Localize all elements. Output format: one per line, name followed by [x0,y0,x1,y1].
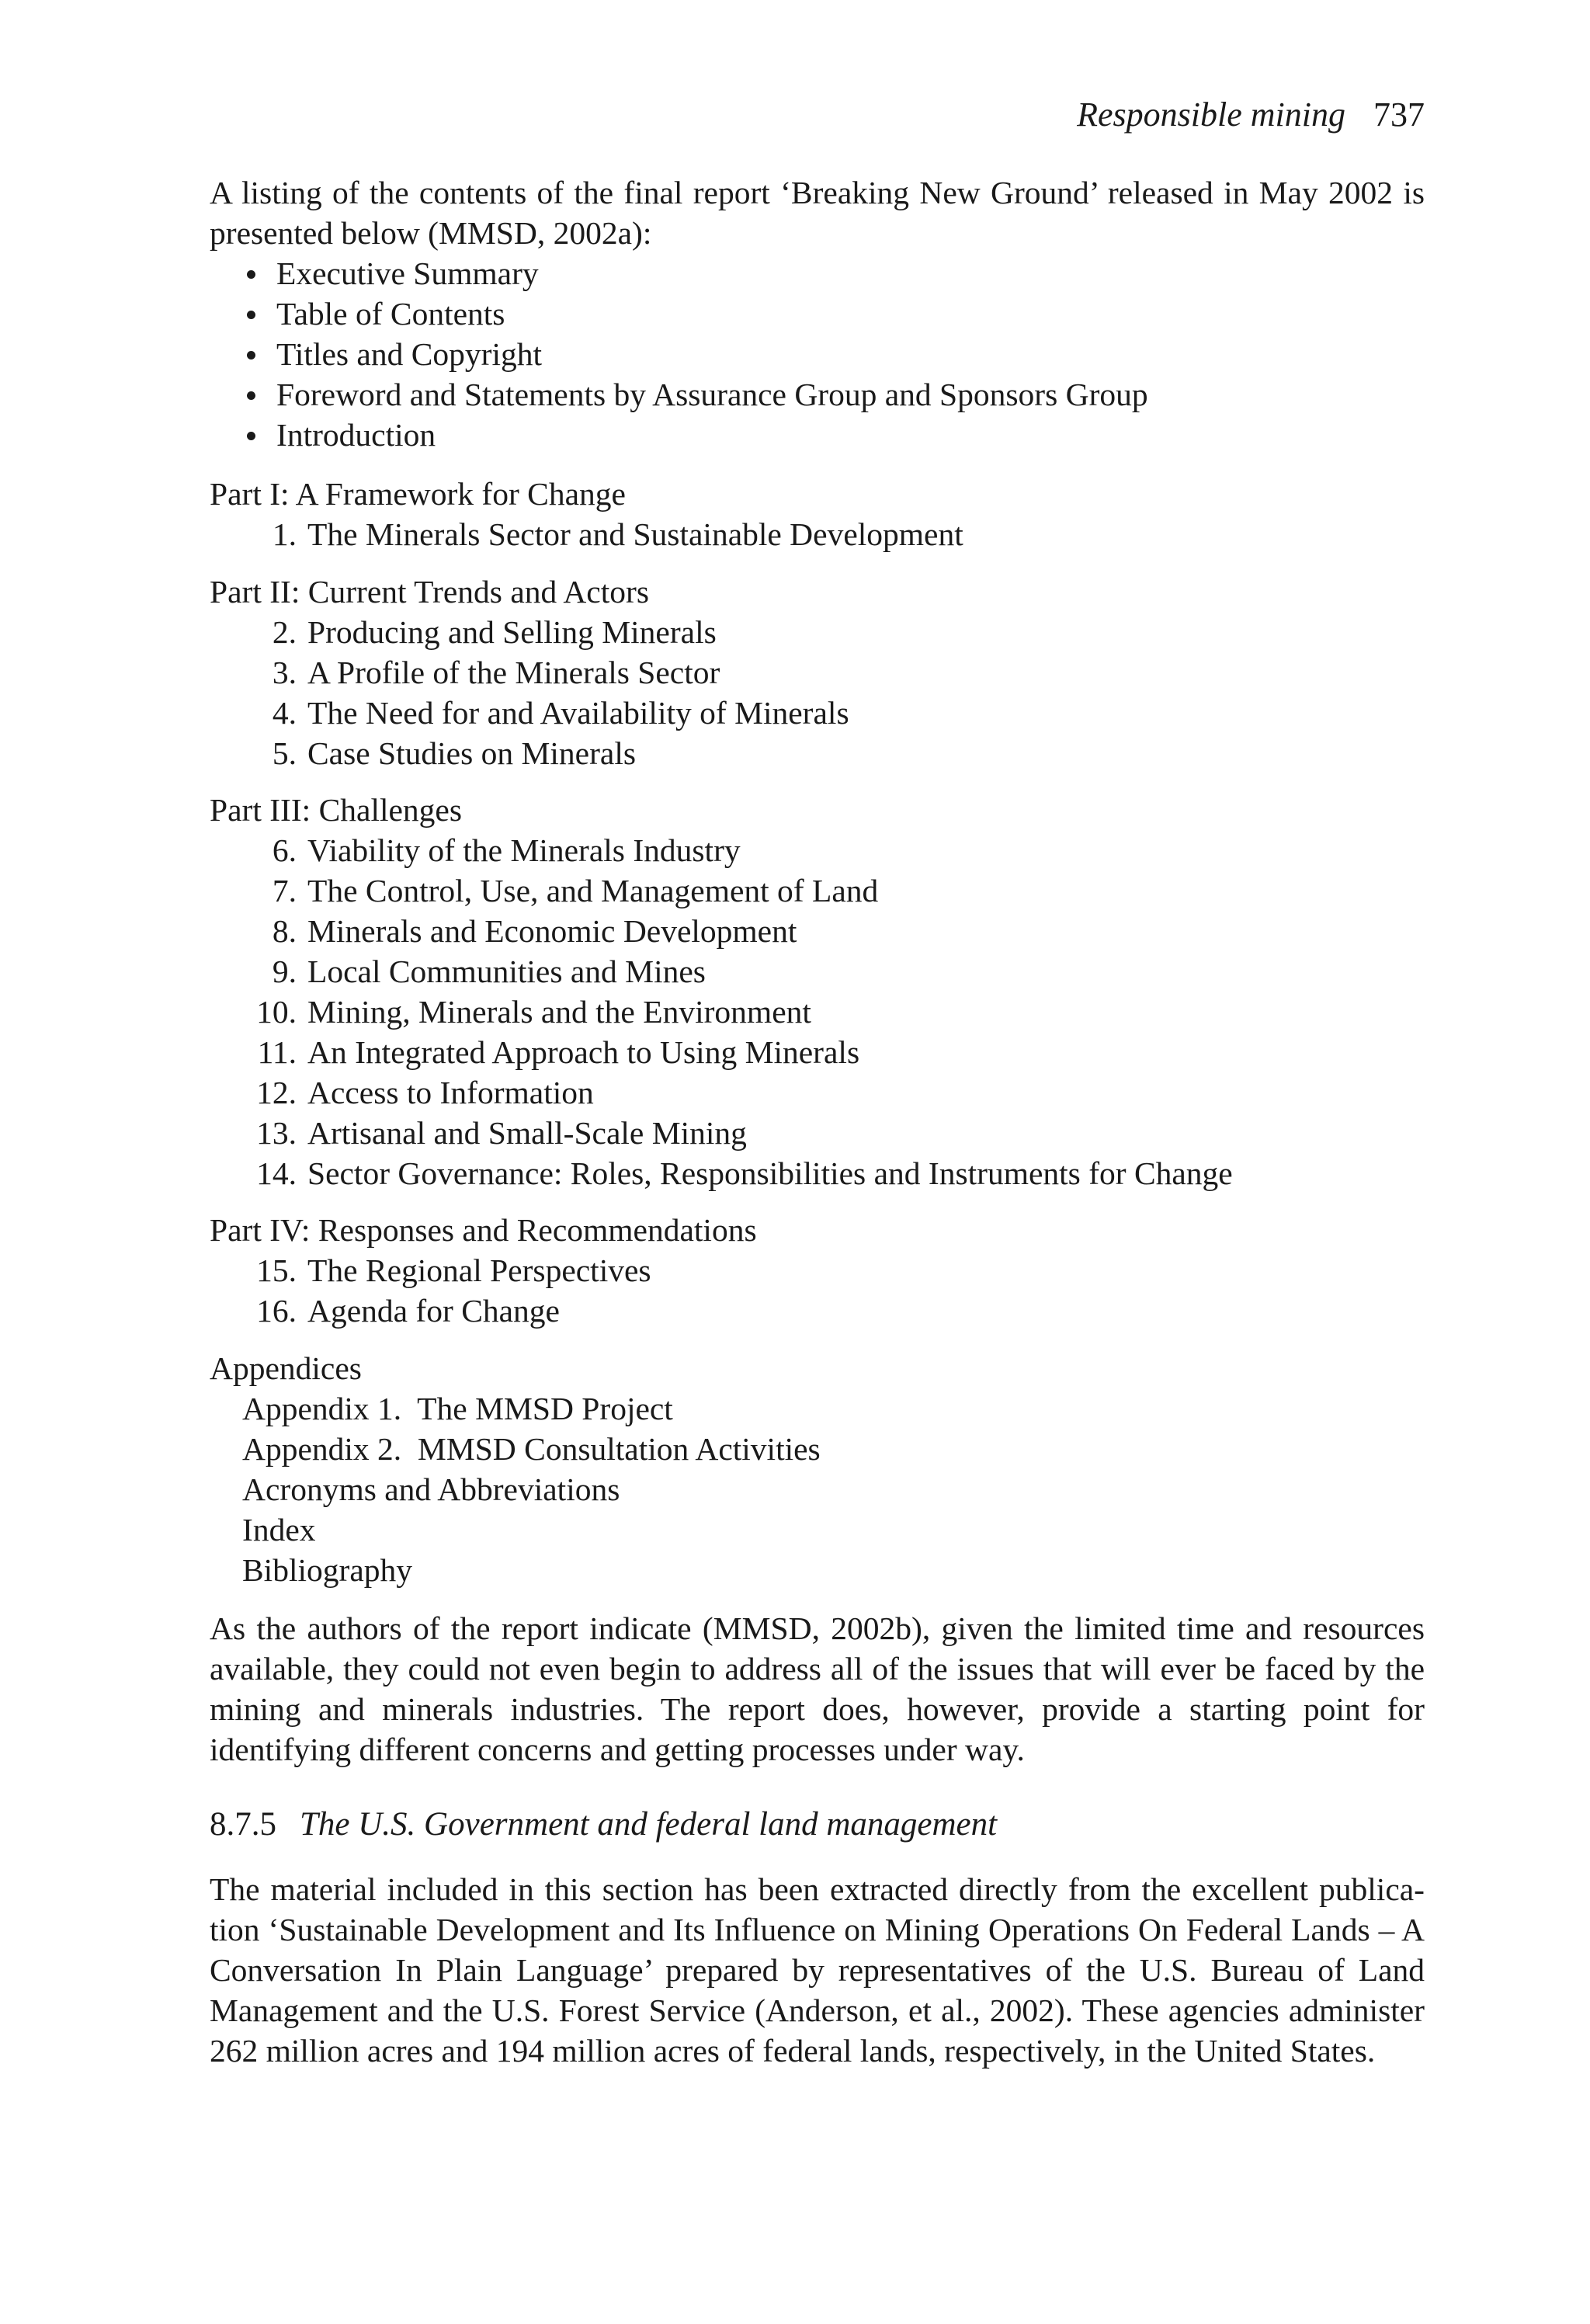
appendix-line: Appendix 1. The MMSD Project [242,1391,673,1426]
part-title: Part IV: Responses and Recommendations [210,1212,757,1248]
list-item: Executive Summary [241,253,1148,294]
part-title: Part I: A Framework for Change [210,476,626,512]
toc-item: 7. The Control, Use, and Management of Land [272,873,879,908]
closing-paragraph: As the authors of the report indicate (MMSD, 2002b), given the limited time and resources available, they could not even begin to address all of the issues that will ever be faced by the mining and minerals industries. The report does, however, provide a starting point for identifying different concerns and getting processes under way. [210,1610,1425,1767]
toc-item: 12. Access to Information [256,1075,594,1110]
toc-item: 10. Mining, Minerals and the Environment [256,994,811,1030]
appendix-line: Index [242,1512,316,1548]
toc-item: 3. A Profile of the Minerals Sector [272,655,720,690]
toc-item: 11. An Integrated Approach to Using Minerals [257,1034,860,1070]
appendix-line: Acronyms and Abbreviations [242,1471,620,1507]
front-matter-list [241,253,1148,455]
running-title: Responsible mining [1077,96,1345,134]
part-1 [210,474,963,554]
toc-item: 13. Artisanal and Small-Scale Mining [256,1115,747,1151]
toc-item: 5. Case Studies on Minerals [272,735,637,771]
toc-item: 1. The Minerals Sector and Sustainable Development [272,516,963,552]
intro-paragraph: A listing of the contents of the final report ‘Breaking New Ground’ released in May 2002 is presented below (MMSD, 2002a): [210,175,1425,251]
toc-item: 16. Agenda for Change [256,1293,560,1329]
appendices [210,1348,821,1590]
running-header [1077,92,1425,138]
section-number: 8.7.5 [210,1806,276,1843]
toc-item: 2. Producing and Selling Minerals [272,614,717,650]
toc-item: 14. Sector Governance: Roles, Responsibilities and Instruments for Change [256,1155,1233,1191]
appendix-line: Appendix 2. MMSD Consultation Activities [242,1431,821,1467]
toc-item: 6. Viability of the Minerals Industry [272,832,741,868]
part-3 [210,790,1233,1193]
appendix-line: Bibliography [242,1552,413,1588]
toc-item: 15. The Regional Perspectives [256,1252,651,1288]
list-item: Foreword and Statements by Assurance Group and Sponsors Group [241,374,1148,415]
appendices-title: Appendices [210,1350,362,1386]
part-2 [210,571,849,773]
section-heading [210,1803,997,1846]
toc-item: 8. Minerals and Economic Development [272,913,797,949]
toc-item: 4. The Need for and Availability of Minerals [272,695,849,731]
list-item: Table of Contents [241,294,1148,334]
list-item: Titles and Copyright [241,334,1148,374]
part-title: Part II: Current Trends and Actors [210,574,649,610]
section-title: The U.S. Government and federal land management [300,1806,998,1843]
part-title: Part III: Challenges [210,792,462,828]
page-number: 737 [1373,96,1425,134]
part-4 [210,1210,757,1331]
list-item: Introduction [241,415,1148,455]
section-paragraph: The material included in this section has been extracted directly from the excellent publication ‘Sustainable Development and Its Influence on Mining Operations On Federal Lands – A Conversation In Plain Language’ prepared by representatives of the U.S. Bureau of Land Management and the U.S. Forest Service (Anderson, et al., 2002). These agencies administer 262 million acres and 194 million acres of federal lands, respectively, in the United States. [210,1871,1425,2069]
toc-item: 9. Local Communities and Mines [272,954,706,989]
